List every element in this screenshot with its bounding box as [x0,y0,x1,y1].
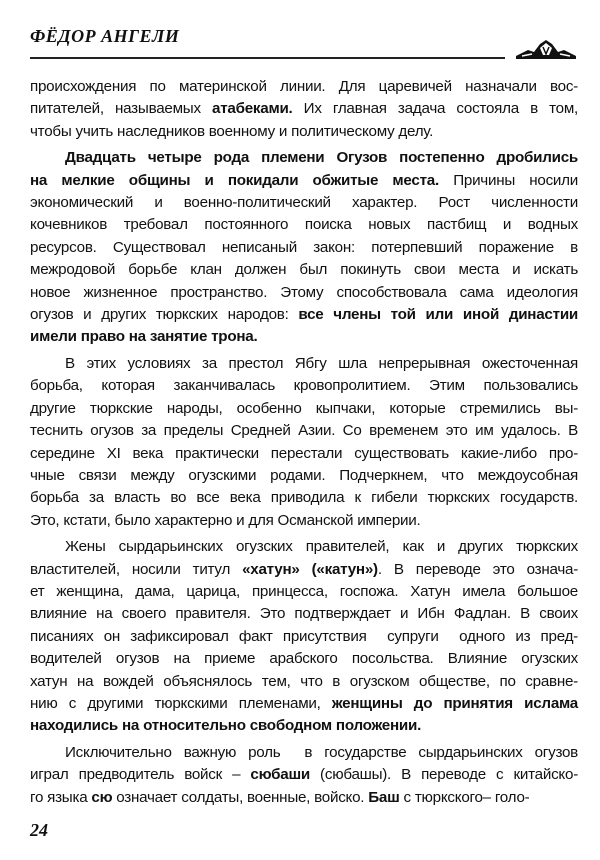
text-segment: означает солдаты, военные, войско. [112,788,369,806]
text-segment: межродовой борьбе клан должен был покинуть свои места и искать [30,261,578,279]
text-segment: писаниях он зафиксировал факт присутствия супруги одного из пред- [30,627,578,645]
text-segment: Это, кстати, было характерно и для Османской империи. [30,511,421,529]
bold-text: сюбаши [250,766,310,784]
paragraph [30,353,578,532]
text-line [30,510,578,532]
text-segment: с тюркского– голо- [399,788,530,806]
text-segment: водителей огузов на приеме арабского посольства. Влияние огузских [30,650,578,668]
text-segment: теснить огузов за пределы Средней Азии. Со временем это им удалось. В [30,422,578,440]
bold-text: Двадцать четыре рода племени Огузов постепенно дробились [65,149,578,167]
text-segment: борьба за власть во все века приводила к гибели тюркских государств. [30,489,578,507]
page-number: 24 [30,820,48,840]
text-line [30,326,578,348]
text-segment: Причины носили [438,171,578,189]
text-line [30,192,578,214]
bold-text: на мелкие общины и покидали обжитые места. [30,171,439,189]
text-line [30,559,578,581]
text-line [30,375,578,397]
running-title: ФЁДОР АНГЕЛИ [30,26,180,46]
text-segment: борьба, которая заканчивалась кровопролитием. Этим пользовались [30,377,578,395]
text-line [30,76,578,98]
text-line [30,170,578,192]
text-line [30,465,578,487]
paragraph [30,742,578,809]
text-segment: кочевников требовал постоянного поиска новых пастбищ и водных [30,216,578,234]
paragraph [30,76,578,143]
text-line [30,693,578,715]
text-line [30,715,578,737]
text-segment: чтобы учить наследников военному и политическому делу. [30,122,434,140]
text-segment: новое жизненное пространство. Этому способствовала сама идеология [30,283,578,301]
text-line [30,443,578,465]
bold-text: женщины до принятия ислама [331,694,578,712]
text-line [30,420,578,442]
text-line [30,121,578,143]
text-line [30,787,578,809]
text-line [30,603,578,625]
bold-text: атабеками. [212,100,293,118]
text-line [30,742,578,764]
text-line [30,487,578,509]
text-segment: властителей, носили титул [30,560,243,578]
text-line [30,237,578,259]
text-segment: ет женщина, дама, царица, принцесса, госпожа. Хатун имела большое [30,582,578,600]
text-segment: происхождения по материнской линии. Для царевичей назначали вос- [30,78,578,95]
text-segment: (сюбашы). В переводе с китайско- [309,766,579,784]
text-segment: чные связи между огузскими родами. Подчеркнем, что междоусобная [30,466,578,484]
text-line [30,304,578,326]
text-segment: другие тюркские народы, особенно кыпчаки, которые стремились вы- [30,399,578,417]
bold-text: «хатун» («катун») [242,560,378,578]
text-line [30,282,578,304]
text-segment: ресурсов. Существовал неписаный закон: потерпевший поражение в [30,238,578,256]
text-line [30,581,578,603]
text-segment: питателей, называемых [30,100,212,118]
text-line [30,764,578,786]
text-segment: огузов и других тюркских народов: [30,306,299,324]
text-segment: играл предводитель войск – [30,766,251,784]
text-line [30,398,578,420]
text-segment: Их главная задача состояла в том, [292,100,578,118]
bold-text: все члены той или иной династии [298,306,578,324]
text-line [30,214,578,236]
bold-text: имели право на занятие трона. [30,328,258,346]
text-segment: В этих условиях за престол Ябгу шла непрерывная ожесточенная [65,354,578,372]
text-line [30,536,578,558]
bold-text: сю [91,788,113,806]
text-line [30,648,578,670]
text-line [30,626,578,648]
bold-text: Баш [368,788,400,806]
body-text [30,76,578,809]
text-segment: середине XI века практически перестали существовать какие-либо про- [30,444,578,462]
text-line [30,98,578,120]
text-segment: влияние на своего правителя. Это подтверждает и Ибн Фадлан. В своих [30,605,578,623]
header-rule [30,57,505,59]
text-segment: хатун на вождей объяснялось тем, что в огузском обществе, по сравне- [30,672,578,690]
text-segment: . В переводе это означа- [377,560,578,578]
text-line [30,353,578,375]
paragraph [30,147,578,349]
bold-text: находились на относительно свободном положении. [30,717,422,735]
paragraph [30,536,578,738]
text-segment: Жены сырдарьинских огузских правителей, как и других тюркских [65,538,578,556]
text-line [30,259,578,281]
text-line [30,147,578,169]
text-line [30,671,578,693]
text-segment: экономический и военно-политический характер. Рост численности [30,194,578,212]
text-segment: Исключительно важную роль в государстве сырдарьинских огузов [65,743,578,761]
ornament-icon [514,38,578,60]
text-segment: нию с другими тюркскими племенами, [30,694,332,712]
text-segment: го языка [30,788,92,806]
